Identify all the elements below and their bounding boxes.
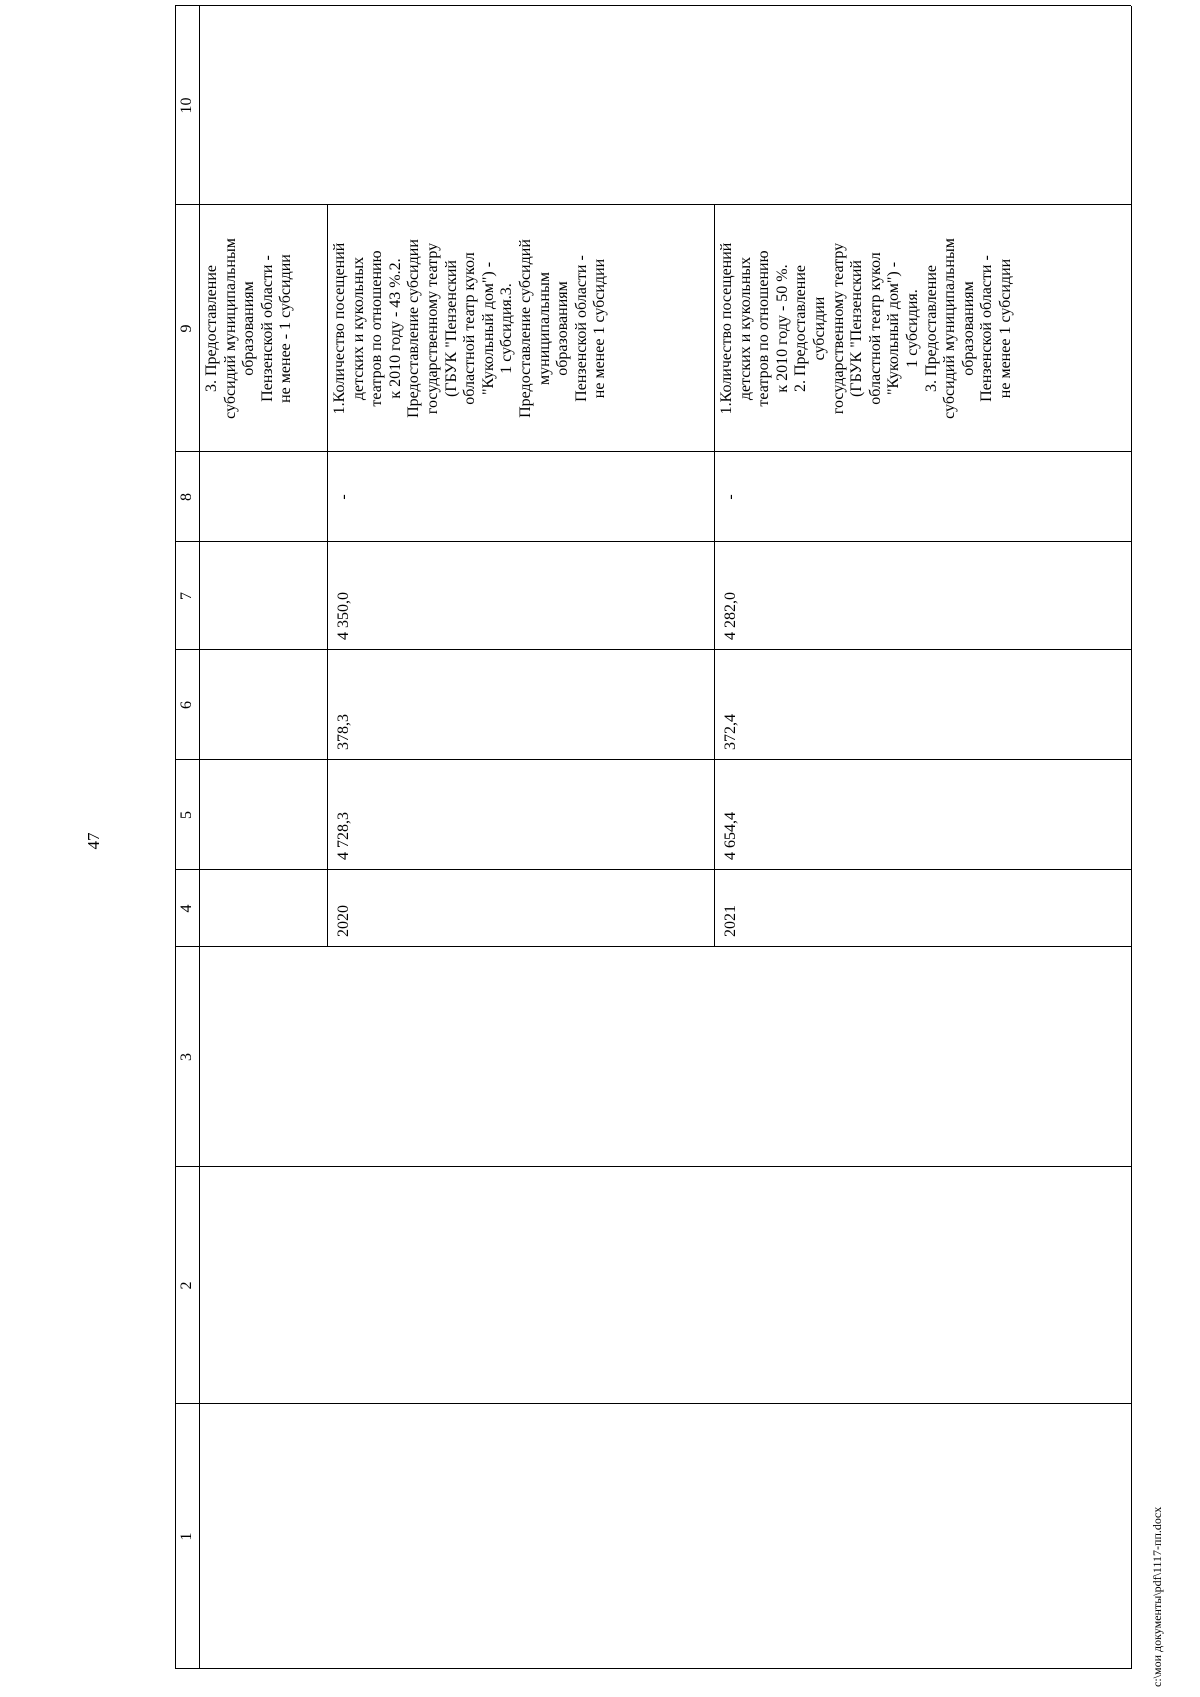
text-line: Пензенской области - [572, 255, 590, 402]
text-line: 1 субсидия.3. [498, 283, 516, 374]
column-header-10: 10 [178, 97, 195, 114]
cell-total: 4 728,3 [335, 812, 352, 860]
text-line: театров по отношению [368, 250, 386, 407]
text-line: 1.Количество посещений [331, 242, 348, 415]
col-divider [175, 1166, 1131, 1167]
text-line: к 2010 году - 50 %. [773, 264, 791, 393]
column-header-4: 4 [178, 904, 195, 913]
text-line: государственному театру [423, 242, 441, 415]
text-line: детских и кукольных [349, 256, 367, 401]
page-number: 47 [84, 832, 103, 850]
text-line: субсидий муниципальным [221, 238, 239, 419]
text-line: 1 субсидия. [903, 289, 921, 368]
col-divider [175, 541, 1131, 542]
text-line: (ГБУК "Пензенский [848, 260, 866, 397]
text-line: театров по отношению [755, 250, 773, 407]
column-header-5: 5 [178, 811, 195, 819]
cell-results [718, 205, 1016, 452]
column-header-2: 2 [178, 1281, 195, 1290]
text-line: не менее 1 субсидии [996, 258, 1014, 399]
column-header-8: 8 [178, 493, 195, 501]
cell-col6: 372,4 [722, 714, 739, 750]
text-line: не менее - 1 субсидии [277, 254, 295, 403]
column-header-1: 1 [178, 1532, 195, 1541]
text-line: Пензенской области - [258, 255, 276, 402]
column-header-9: 9 [178, 324, 195, 333]
col-divider [175, 649, 1131, 650]
text-line: 3. Предоставление [203, 264, 220, 393]
cell-year: 2020 [335, 905, 352, 937]
table-border-left [175, 1668, 1131, 1669]
cell-col7: 4 282,0 [722, 592, 739, 640]
column-header-7: 7 [178, 592, 195, 600]
text-line: субсидий муниципальным [941, 238, 959, 419]
text-line: образованиям [959, 281, 977, 376]
header-row-divider [199, 6, 200, 1669]
cell-col8: - [722, 494, 739, 500]
text-line: 2. Предоставление [792, 264, 810, 393]
col-divider [175, 946, 1131, 947]
cell-year: 2021 [722, 905, 739, 937]
col-divider [175, 759, 1131, 760]
cell-total: 4 654,4 [722, 812, 739, 860]
text-line: "Кукольный дом") - [885, 261, 903, 396]
text-line: детских и кукольных [736, 256, 754, 401]
text-line: (ГБУК "Пензенский [442, 260, 460, 397]
table-border-bottom [1131, 6, 1132, 1669]
text-line: не менее 1 субсидии [591, 258, 609, 399]
row-divider [327, 205, 328, 947]
text-line: к 2010 году - 43 %.2. [386, 258, 404, 399]
text-line: субсидии [810, 296, 828, 361]
text-line: образованиям [554, 281, 572, 376]
cell-col8: - [335, 494, 352, 500]
text-line: "Кукольный дом") - [479, 261, 497, 396]
cell-col7: 4 350,0 [335, 592, 352, 640]
text-line: Предоставление субсидии [405, 239, 423, 418]
text-line: областной театр кукол [866, 252, 884, 405]
cell-col6: 378,3 [335, 714, 352, 750]
column-header-3: 3 [178, 1053, 195, 1061]
text-line: 1.Количество посещений [718, 242, 735, 415]
text-line: Пензенской области - [978, 255, 996, 402]
text-line: образованиям [240, 281, 258, 376]
table-border-right [175, 5, 1131, 6]
col-divider [175, 1403, 1131, 1404]
row-divider [714, 205, 715, 947]
continuation-goals [203, 205, 325, 452]
text-line: областной театр кукол [461, 252, 479, 405]
cell-results [331, 205, 610, 452]
text-line: Предоставление субсидий [516, 239, 534, 418]
text-line: государственному театру [829, 242, 847, 415]
text-line: 3. Предоставление [922, 264, 940, 393]
column-header-6: 6 [178, 701, 195, 709]
text-line: муниципальным [535, 272, 553, 385]
footer-file-path: c:\мои документы\pdf\1117-пп.docx [1150, 1506, 1164, 1687]
col-divider [175, 869, 1131, 870]
